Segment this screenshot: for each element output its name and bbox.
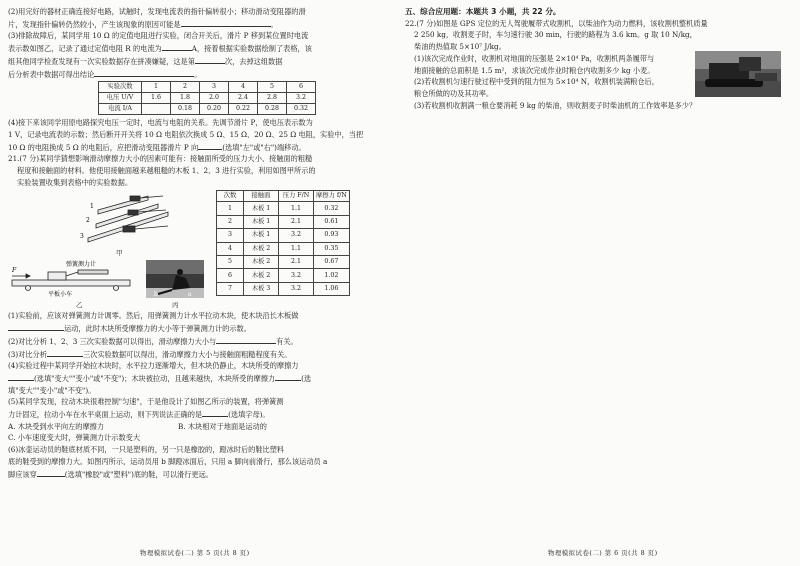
table-header-cell: 摩擦力 f/N: [314, 191, 350, 202]
q21-sub6-line3: 脚应该穿 (选填"橡胶"或"塑料")底的鞋，可以滑行更远。: [8, 469, 213, 479]
fig-label-a: a: [188, 291, 192, 299]
table-row: [217, 229, 350, 242]
table-cell: 0.32: [314, 202, 350, 215]
q22-sub2-line2: 粮仓所做的功及其功率。: [414, 88, 494, 98]
table-row: [99, 93, 316, 104]
q20-part3-line3: 组其他同学检查发现有一次实验数据存在拼凑嫌疑，这是第 次，去掉这组数据: [8, 56, 283, 66]
table-cell: 1.02: [314, 269, 350, 282]
q20-part4-line3: 10 Ω 的电阻换成 5 Ω 的电阻后，应把滑动变阻器滑片 P 向 (选填"左"或"右")端移动。: [8, 142, 306, 152]
cart-label: 平板小车: [48, 291, 73, 299]
right-page: [405, 6, 793, 111]
table-cell: 1.1: [279, 202, 314, 215]
q21-intro-line1: 21.(7 分)某同学猜想影响滑动摩擦力大小的因素可能有：接触面所受的压力大小、接触面的粗糙: [8, 154, 313, 164]
q21-sub1-line1: (1)实验前，应该对弹簧测力计调零。然后，用弹簧测力计水平拉动木块，使木块沿长木板做: [8, 311, 299, 321]
answer-blank[interactable]: [198, 141, 222, 150]
fig-label-1: 1: [90, 203, 94, 211]
figure-bing-caption: 丙: [172, 301, 179, 310]
table-cell: 0.67: [314, 255, 350, 268]
q22-sub1-line2: 地面接触的总面积是 1.5 m²，求该次完成作业时粮仓内收割多少 kg 小麦。: [414, 65, 655, 75]
table-cell: 木板 2: [244, 242, 279, 255]
table-cell: 6: [217, 269, 244, 282]
table-cell: 6: [287, 82, 316, 93]
q21-sub1-line2: 运动，此时木块所受摩擦力的大小等于弹簧测力计的示数。: [8, 322, 396, 335]
answer-blank[interactable]: [181, 18, 271, 27]
table-cell: 木板 3: [244, 282, 279, 295]
table-cell: 0.32: [287, 104, 316, 115]
q21-intro-line2: 程度和接触面的材料。他使用接触面越来越粗糙的木板 1、2、3 进行实验，利用如图甲所示的: [17, 166, 316, 176]
q21-sub5-line1: (5)某同学发现，拉动木块很难控制"匀速"，于是他设计了如图乙所示的装置，将弹簧测: [8, 397, 284, 407]
figure-yi-cart-diagram: [8, 258, 140, 306]
q22-intro-line2: 2 250 kg，收割麦子时，车匀速行驶 30 min，行驶的路程为 3.6 km。g 取 10 N/kg，: [414, 30, 697, 40]
table-row: [217, 215, 350, 228]
table-cell: 1.8: [171, 93, 200, 104]
q21-sub5-options-ab: [8, 421, 396, 433]
table-row: [217, 269, 350, 282]
q21-friction-table: [216, 190, 350, 296]
table-cell: 1.1: [279, 242, 314, 255]
answer-blank[interactable]: [8, 322, 64, 331]
fig-label-2: 2: [86, 217, 90, 225]
answer-blank[interactable]: [37, 468, 65, 477]
table-cell: 7: [217, 282, 244, 295]
force-f-label: F: [12, 267, 17, 275]
table-cell: 5: [217, 255, 244, 268]
q21-sub4-line2: (选填"变大""变小"或"不变")；木块被拉动，且越来越快，木块所受的摩擦力 (选: [8, 372, 396, 385]
harvester-photo: [695, 51, 781, 97]
q20-part4-line1: (4)接下来该同学用原电路探究电压一定时，电流与电阻的关系。先调节滑片 P，使电压表示数为: [8, 118, 313, 128]
q20-part2-line1: (2)用完好的器材正确连接好电路，试触时，发现电流表的指针偏转很小；移动滑动变阻器的滑: [8, 7, 306, 16]
figure-yi-caption: 乙: [76, 301, 83, 310]
table-row: [217, 255, 350, 268]
table-cell: 2: [171, 82, 200, 93]
answer-blank[interactable]: [275, 372, 301, 381]
table-cell: 0.18: [171, 104, 200, 115]
table-header-cell: 压力 F/N: [279, 191, 314, 202]
section-heading: 五、综合应用题：本题共 3 小题，共 22 分。: [405, 7, 561, 16]
q20-part4-line2: 1 V，记录电流表的示数；然后断开开关将 10 Ω 电阻依次换成 5 Ω、15 Ω、20 Ω、25 Ω 电阻，实验中，当把: [8, 129, 364, 139]
left-page: [8, 6, 396, 480]
table-cell: 3.2: [279, 229, 314, 242]
q20-data-table: [98, 81, 316, 115]
q21-sub4-line3: 填"变大""变小"或"不变")。: [8, 385, 96, 395]
table-cell: 0.20: [200, 104, 229, 115]
table-cell: 电压 U/V: [99, 93, 142, 104]
table-cell: 4: [217, 242, 244, 255]
table-row: [217, 202, 350, 215]
q21-sub2: (2)对比分析 1、2、3 三次实验数据可以得出，滑动摩擦力大小与 有关。: [8, 336, 298, 346]
table-cell: 2.1: [279, 215, 314, 228]
q20-part3-line2: 表示数如图乙，记录了通过定值电阻 R 的电流为 A，接着根据实验数据绘制了表格，该: [8, 44, 312, 54]
table-cell: 木板 1: [244, 202, 279, 215]
q20-part2-line2: 片，发现指针偏转仍然较小，产生该现象的原因可能是 。: [8, 19, 278, 29]
table-cell: 木板 1: [244, 215, 279, 228]
table-cell: 3.2: [287, 93, 316, 104]
q21-sub3: (3)对比分析 三次实验数据可以得出，滑动摩擦力大小与接触面粗糙程度有关。: [8, 349, 292, 359]
table-cell: 3.2: [279, 269, 314, 282]
q22-sub-block: [405, 53, 793, 100]
figure-bing-curling-photo: [146, 260, 204, 298]
table-cell: 木板 2: [244, 269, 279, 282]
q20-part3-line1: (3)排除故障后，某同学用 10 Ω 的定值电阻进行实验，闭合开关后，滑片 P 移到某位置时电流: [8, 31, 309, 41]
table-cell: 0.22: [229, 104, 258, 115]
figure-jia-ramp-diagram: [68, 190, 188, 250]
table-cell: 1.6: [142, 93, 171, 104]
q21-sub5-line2: 力计固定，拉动小车在水平桌面上运动，则下列说法正确的是 (选填字母)。: [8, 410, 270, 420]
table-header-cell: 接触面: [244, 191, 279, 202]
answer-blank[interactable]: [162, 42, 192, 51]
q20-part3-line4: 后分析表中数据可得出结论 。: [8, 69, 202, 79]
table-cell: 3.2: [279, 282, 314, 295]
table-cell: 木板 2: [244, 255, 279, 268]
table-cell: 0.93: [314, 229, 350, 242]
table-row: [217, 282, 350, 295]
table-cell: 1: [217, 202, 244, 215]
q22-sub1-line1: (1)该次完成作业时，收割机对地面的压强是 2×10⁴ Pa，收割机两条履带与: [414, 53, 655, 63]
table-cell: 2.4: [229, 93, 258, 104]
option-b: B. 木块相对于地面是运动的: [178, 421, 267, 431]
q21-sub4-line1: (4)实验过程中某同学开始拉木块时，水平拉力逐渐增大，但木块仍静止，木块所受的摩擦力: [8, 361, 299, 371]
answer-blank[interactable]: [8, 372, 34, 381]
option-c: C. 小车速度变大时，弹簧测力计示数变大: [8, 433, 141, 443]
fig-label-3: 3: [80, 233, 84, 241]
table-cell: 5: [258, 82, 287, 93]
table-cell: 3: [217, 229, 244, 242]
table-cell: 3: [200, 82, 229, 93]
answer-blank[interactable]: [216, 335, 276, 344]
q21-intro-line3: 实验装置收集到表格中的实验数据。: [17, 177, 133, 187]
option-a: A. 木块受到水平向左的摩擦力: [8, 421, 105, 431]
fig-label-b: b: [154, 291, 158, 299]
answer-blank[interactable]: [202, 408, 228, 417]
table-cell: 1: [142, 82, 171, 93]
left-page-footer: 物理模拟试卷(二) 第 5 页(共 8 页): [140, 549, 250, 557]
table-cell: 2.8: [258, 93, 287, 104]
q22-sub2-line1: (2)若收割机匀速行驶过程中受到的阻力恒为 5×10⁴ N，收割机装满粮仓后，: [414, 77, 659, 87]
table-cell: 木板 1: [244, 229, 279, 242]
spring-scale-label: 弹簧测力计: [66, 261, 97, 269]
table-row: [99, 82, 316, 93]
table-header-cell: 次数: [217, 191, 244, 202]
table-cell: 0.61: [314, 215, 350, 228]
table-row: [99, 104, 316, 115]
table-cell: 0.28: [258, 104, 287, 115]
table-cell: 实验次数: [99, 82, 142, 93]
table-header-row: [217, 191, 350, 202]
q22-sub3: (3)若收割机收割满一粮仓要消耗 9 kg 的柴油，则收割麦子时柴油机的工作效率是多少？: [414, 100, 697, 110]
table-cell: 2.0: [200, 93, 229, 104]
figure-jia-caption: 甲: [116, 249, 123, 258]
q22-intro-line3: 柴油的热值取 5×10⁷ J/kg。: [414, 42, 506, 52]
table-cell: 2.1: [279, 255, 314, 268]
table-cell: 0.35: [314, 242, 350, 255]
table-cell: 2: [217, 215, 244, 228]
right-page-footer: 物理模拟试卷(二) 第 6 页(共 8 页): [548, 549, 658, 557]
table-cell: 4: [229, 82, 258, 93]
answer-blank[interactable]: [195, 55, 225, 64]
answer-blank[interactable]: [47, 348, 83, 357]
table-row: [217, 242, 350, 255]
table-cell: 电流 I/A: [99, 104, 142, 115]
table-cell: [142, 104, 171, 115]
table-cell: 1.06: [314, 282, 350, 295]
q21-sub6-line2: 底的鞋受到的摩擦力大。如图丙所示，运动员用 b 脚蹬冰面后，只用 a 脚向前滑行，那么该运动员 a: [8, 456, 328, 466]
q22-intro-line1: 22.(7 分)如图是 GPS 定位的无人驾驶履带式收割机，以柴油作为动力燃料，该收割机整机质量: [405, 18, 708, 28]
answer-blank[interactable]: [94, 68, 194, 77]
q21-sub6-line1: (6)冰壶运动员的鞋底材质不同，一只是塑料的，另一只是橡胶的，蹬冰时后的鞋比塑料: [8, 445, 285, 455]
q21-figure-area: [8, 188, 396, 310]
